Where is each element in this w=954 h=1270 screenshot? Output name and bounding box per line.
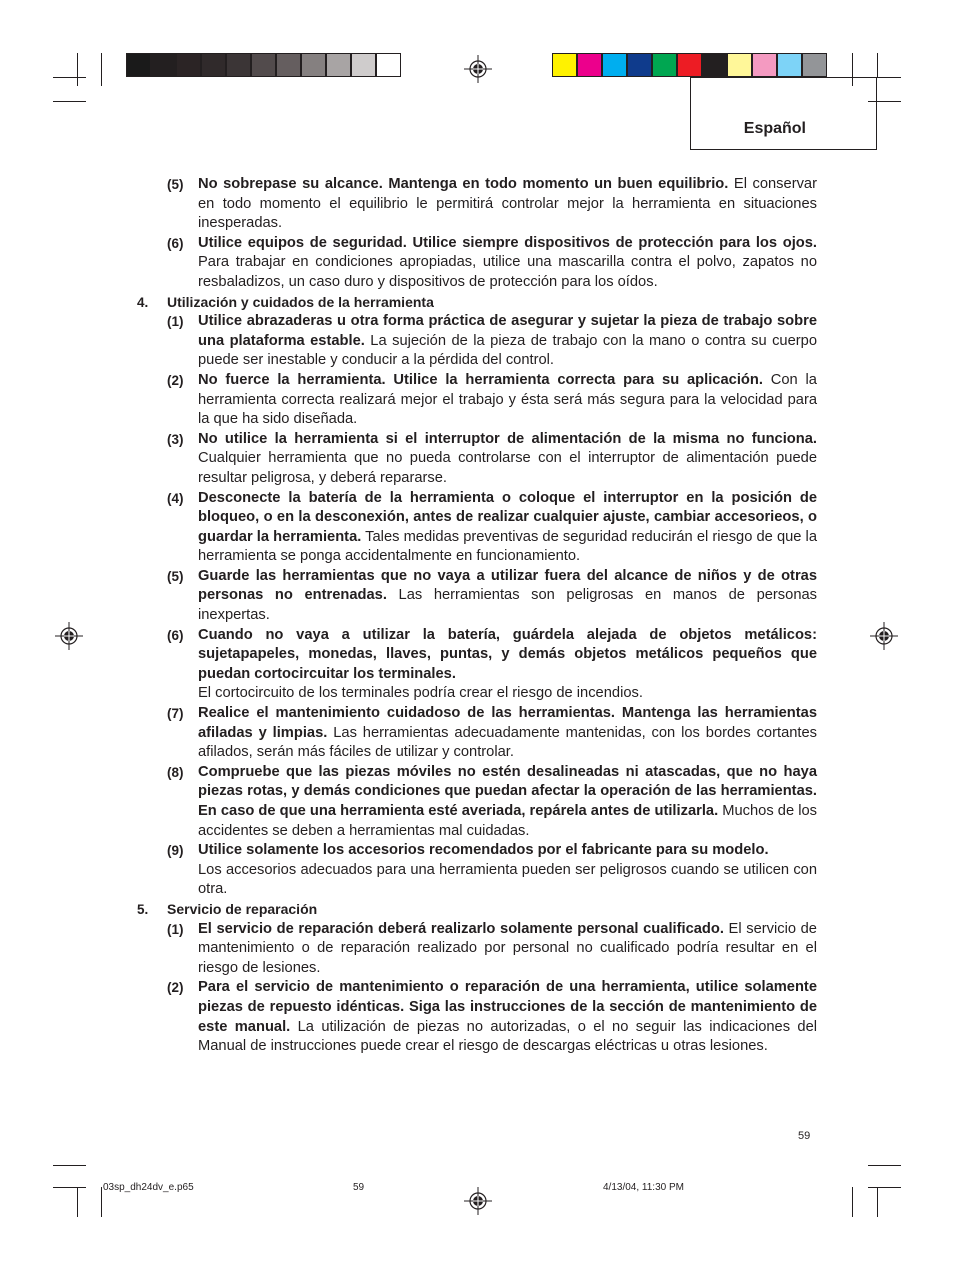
color-swatch [802,53,827,77]
crop-mark [877,53,878,77]
crop-mark [77,1187,78,1217]
item-heading: No sobrepase su alcance. Mantenga en todo momento un buen equilibrio. [198,176,729,192]
footer-timestamp: 4/13/04, 11:30 PM [603,1182,684,1193]
list-item [137,978,817,1056]
crop-mark [877,1187,878,1217]
crop-mark [852,1187,853,1217]
color-swatch [577,53,602,77]
gray-swatch [201,53,226,77]
crop-mark [53,77,86,78]
item-number: (5) [167,568,184,584]
item-heading: No utilice la herramienta si el interruptor de alimentación de la misma no funciona. [198,430,817,447]
item-heading: No fuerce la herramienta. Utilice la herramienta correcta para su aplicación. [198,371,763,388]
item-heading: El servicio de reparación deberá realizarlo solamente personal cualificado. [198,920,724,937]
crop-mark [77,53,78,86]
item-continuation: El cortocircuito de los terminales podría crear el riesgo de incendios. [198,685,643,702]
item-text: Para trabajar en condiciones apropiadas, utilice una mascarilla contra el polvo, zapatos no resbaladizos, un caso duro y dispositivos de protección para los oídos. [198,254,817,290]
item-number: (1) [167,314,184,330]
item-number: (6) [167,235,184,251]
item-heading: Realice el mantenimiento cuidadoso de las herramientas. Mantenga las herramientas afiladas y limpias. [198,705,817,741]
crop-mark [53,1165,86,1166]
item-number: (8) [167,764,184,780]
list-item [137,489,817,567]
item-text: Las herramientas adecuadamente mantenidas, con los bordes cortantes afilados, serán más fáciles de utilizar y controlar. [198,724,817,761]
list-item [137,567,817,626]
item-heading: Para el servicio de mantenimiento o reparación de una herramienta, utilice solamente piezas de repuesto idénticas. Siga las instrucciones de la sección de mantenimiento de este manual. [198,979,817,1035]
footer-page: 59 [353,1182,365,1193]
item-text: El conservar en todo momento el equilibrio le permitirá controlar mejor la herramienta en situaciones inesperadas. [198,176,817,232]
color-swatch [752,53,777,77]
item-heading: Utilice equipos de seguridad. Utilice siempre dispositivos de protección para los ojos. [198,234,817,251]
registration-mark-icon [464,1187,492,1215]
gray-swatch [151,53,176,77]
crop-mark [868,1187,901,1188]
gray-swatch [351,53,376,77]
item-heading: Cuando no vaya a utilizar la batería, guárdela alejada de objetos metálicos: sujetapapeles, monedas, llaves, puntas, y demás objetos metálicos pequeños que puedan cortocircuitar los terminales. [198,626,817,682]
item-text: Tales medidas preventivas de seguridad reducirán el riesgo de que la herramienta se ponga accidentalmente en funcionamiento. [198,528,817,565]
gray-swatch [376,53,401,77]
item-text: La sujeción de la pieza de trabajo con la mano o contra su cuerpo puede ser inestable y conducir a la pérdida del control. [198,332,818,369]
language-label: Español [743,120,806,137]
crop-mark [868,1165,901,1166]
color-swatch [627,53,652,77]
crop-mark [53,1187,86,1188]
list-item [137,920,817,979]
item-text: El servicio de mantenimiento o de reparación realizado por personal no cualificado podría resultar en el riesgo de lesiones. [198,920,817,976]
gray-swatch [126,53,151,77]
list-item [137,234,817,293]
item-number: (2) [167,372,184,388]
item-number: (7) [167,706,184,722]
list-item [137,430,817,489]
crop-mark [101,53,102,86]
item-text: Cualquier herramienta que no pueda controlarse con el interruptor de alimentación puede resultar peligrosa, y deberá repararse. [198,450,817,486]
section-title: Servicio de reparación [167,900,318,917]
list-item [137,626,817,685]
gray-swatch [326,53,351,77]
item-heading: Utilice solamente los accesorios recomendados por el fabricante para su modelo. [198,842,769,859]
list-item [137,175,817,234]
color-swatch [602,53,627,77]
footer-filename: 03sp_dh24dv_e.p65 [103,1182,194,1193]
item-number: (1) [167,921,184,937]
item-number: (3) [167,431,184,447]
gray-swatch [226,53,251,77]
color-swatch [552,53,577,77]
section-number: 5. [137,901,149,917]
registration-mark-icon [870,622,898,650]
item-text: Con la herramienta correcta realizará mejor el trabajo y ésta será más segura para la velocidad para la que ha sido diseñada. [198,371,817,428]
item-heading: Compruebe que las piezas móviles no estén desalineadas ni atascadas, que no haya piezas rotas, y demás condiciones que puedan afectar la operación de las herramientas. En caso de que una herramienta esté averiada, repárela antes de utilizarla. [198,763,817,819]
item-number: (2) [167,980,184,996]
color-swatch [677,53,702,77]
list-item [137,704,817,763]
page-number: 59 [798,1130,811,1142]
color-swatch [727,53,752,77]
crop-mark [101,1187,102,1217]
gray-swatch [301,53,326,77]
item-heading: Guarde las herramientas que no vaya a utilizar fuera del alcance de niños y de otras personas no entrenadas. [198,567,817,604]
color-swatch [702,53,727,77]
list-item [137,371,817,430]
registration-mark-icon [464,55,492,83]
color-swatch [777,53,802,77]
item-number: (9) [167,843,184,859]
item-text: La utilización de piezas no autorizadas, o el no seguir las indicaciones del Manual de instrucciones puede crear el riesgo de descargas eléctricas u otras lesiones. [198,1018,818,1055]
item-number: (4) [167,490,184,506]
item-heading: Utilice abrazaderas u otra forma práctica de asegurar y sujetar la pieza de trabajo sobre una plataforma estable. [198,313,817,349]
gray-swatch [251,53,276,77]
item-number: (5) [167,177,184,192]
list-item [137,312,817,371]
item-text: Las herramientas son peligrosas en manos de personas inexpertas. [198,587,817,624]
section-number: 4. [137,294,149,310]
item-continuation: Los accesorios adecuados para una herramienta pueden ser peligrosos cuando se utilicen con otra. [198,861,817,898]
item-text: Muchos de los accidentes se deben a herramientas mal cuidadas. [198,803,817,839]
item-number: (6) [167,627,184,643]
item-heading: Desconecte la batería de la herramienta o coloque el interruptor en la posición de bloqueo, o en la desconexión, antes de realizar cualquier ajuste, cambiar accesorieos, o guardar la herramienta. [198,489,817,545]
gray-swatch [176,53,201,77]
section-title: Utilización y cuidados de la herramienta [167,293,434,310]
section-heading [137,293,817,313]
color-swatch [652,53,677,77]
main-content [137,175,817,1057]
crop-mark [53,101,86,102]
registration-mark-icon [55,622,83,650]
language-tab [690,77,877,150]
section-heading [137,900,817,920]
list-item [137,763,817,841]
gray-swatch [276,53,301,77]
list-item [137,841,817,861]
